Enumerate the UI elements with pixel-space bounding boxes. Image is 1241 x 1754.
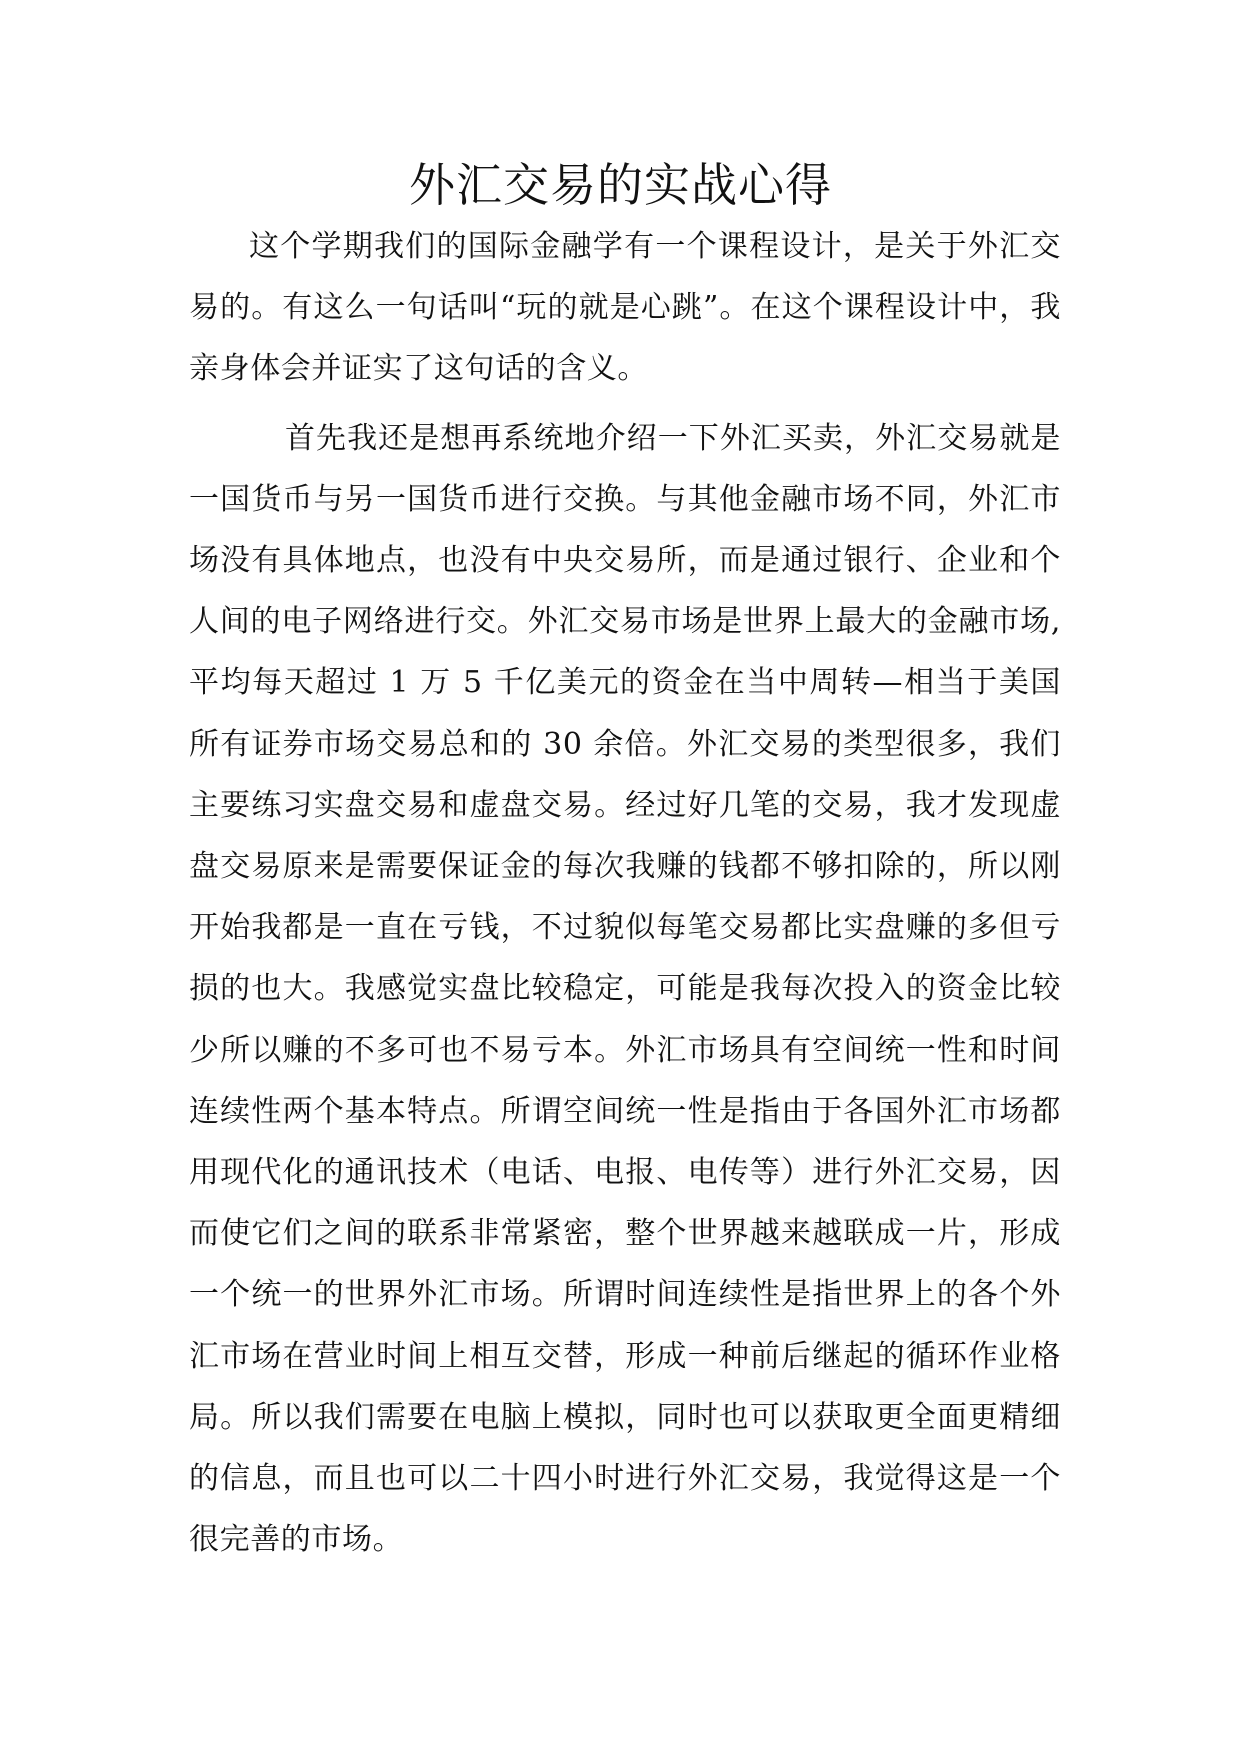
document-title: 外汇交易的实战心得 — [409, 158, 832, 212]
document-body — [189, 216, 1061, 1570]
paragraph-intro: 这个学期我们的国际金融学有一个课程设计，是关于外汇交易的。有这么一句话叫“玩的就是心跳”。在这个课程设计中，我亲身体会并证实了这句话的含义。 — [189, 229, 1061, 387]
paragraph-forex-overview: 首先我还是想再系统地介绍一下外汇买卖，外汇交易就是一国货币与另一国货币进行交换。与其他金融市场不同，外汇市场没有具体地点，也没有中央交易所，而是通过银行、企业和个人间的电子网络进行交。外汇交易市场是世界上最大的金融市场,平均每天超过 1 万 5 千亿美元的资金在当中周转—相当于美国所有证券市场交易总和的 30 余倍。外汇交易的类型很多，我们主要练习实盘交易和虚盘交易。经过好几笔的交易，我才发现虚盘交易原来是需要保证金的每次我赚的钱都不够扣除的，所以刚开始我都是一直在亏钱，不过貌似每笔交易都比实盘赚的多但亏损的也大。我感觉实盘比较稳定，可能是我每次投入的资金比较少所以赚的不多可也不易亏本。外汇市场具有空间统一性和时间连续性两个基本特点。所谓空间统一性是指由于各国外汇市场都用现代化的通讯技术（电话、电报、电传等）进行外汇交易，因而使它们之间的联系非常紧密，整个世界越来越联成一片，形成一个统一的世界外汇市场。所谓时间连续性是指世界上的各个外汇市场在营业时间上相互交替，形成一种前后继起的循环作业格局。所以我们需要在电脑上模拟，同时也可以获取更全面更精细的信息，而且也可以二十四小时进行外汇交易，我觉得这是一个很完善的市场。 — [189, 420, 1061, 1558]
